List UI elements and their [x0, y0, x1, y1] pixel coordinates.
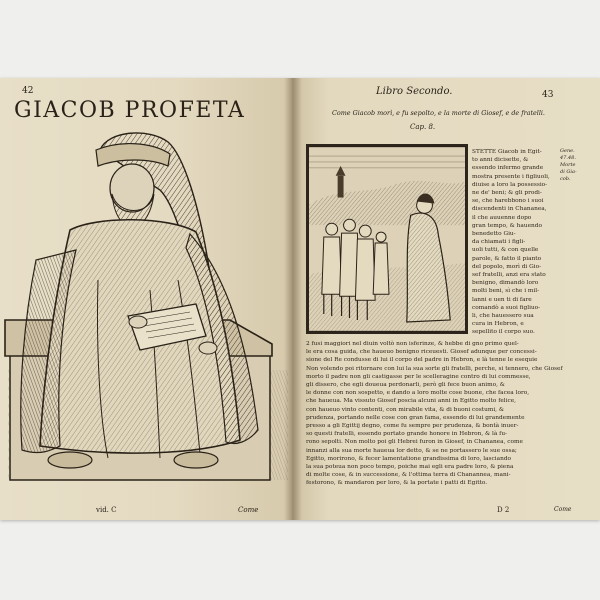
- text-line: sef fratelli, anzi era stato: [472, 272, 546, 279]
- margin-note: 47.48.: [560, 155, 576, 161]
- text-line: mostra presente i figliuoli,: [472, 173, 550, 180]
- right-page-signature: D 2: [497, 506, 510, 514]
- text-line: diuise a loro la possessio-: [472, 181, 548, 188]
- text-line: se, che harebbono i suoi: [472, 198, 544, 205]
- text-line: so questi fratelli, essendo portato grande honore in Hebron, & là fu-: [306, 431, 508, 438]
- text-line: morto il padre non gli castigasse per le scelleragine contro di lui commesse,: [306, 373, 531, 380]
- text-line: sione del Re condusse di lui il corpo del padre in Hebron, e là tenne le esequie: [306, 357, 538, 364]
- text-line: gli dissero, che egli doueua perdonarli, però gli fece buon animo, &: [306, 382, 505, 389]
- text-line: da chiamati i figli-: [472, 239, 526, 246]
- book-spread: [0, 78, 600, 520]
- text-line: di molte cose, & in successione, & l'ottima terra di Chanannea, mani-: [306, 472, 511, 479]
- text-line: con haueuo vinto contenti, con mirabile vita, & di buoni costumi, &: [306, 406, 505, 413]
- text-line: uoli tutti, & con quelle: [472, 247, 539, 254]
- margin-note: Morte: [560, 162, 576, 168]
- text-line: il che auuenne dopo: [472, 214, 532, 221]
- margin-note: cob.: [560, 176, 571, 182]
- text-line: molti beni, sì che i mil-: [472, 288, 540, 295]
- left-page-catchword: Come: [238, 506, 259, 514]
- margin-note: di Gia-: [560, 169, 577, 175]
- text-line: to anni dicisette, &: [472, 157, 529, 164]
- text-line: benedetto Giu-: [472, 231, 516, 238]
- text-line: parole, & fatto il pianto: [472, 255, 542, 262]
- left-page: [0, 78, 292, 520]
- text-line: le donne con non sospetto, e dando a loro molte cose buone, che facea loro,: [306, 390, 530, 397]
- text-line: sepellito il corpo suo.: [472, 329, 535, 334]
- chapter-heading: Cap. 8.: [410, 123, 436, 131]
- text-line: STETTE Giacob in Egit-: [472, 149, 542, 155]
- burial-scene-woodcut-illustration: [306, 144, 468, 334]
- chapter-subtitle: Come Giacob morì, e fu sepolto, e la morte di Giosef, e de fratelli.: [332, 109, 545, 117]
- text-line: prudenza, portando nelle cose con gran fama, essendo di lui grandemente: [306, 414, 525, 421]
- left-page-signature: vid. C: [96, 506, 117, 514]
- running-head: Libro Secondo.: [376, 86, 453, 97]
- text-line: li, che hauessero sua: [472, 313, 534, 320]
- prophet-woodcut-illustration: [0, 120, 292, 490]
- main-text-block: [306, 340, 592, 498]
- text-line: 2 fusi maggiori nel diuin voltò non isferinze, & hebbe di gno primo quel-: [306, 341, 519, 347]
- margin-notes: [560, 148, 592, 183]
- text-line: comandò a suoi figliuo-: [472, 304, 541, 311]
- text-line: del popolo, morì di Gio-: [472, 263, 542, 270]
- text-line: ne de' beni; & gli prodi-: [472, 190, 542, 197]
- left-page-number: 42: [22, 86, 34, 96]
- text-line: che haueua. Ma vissuto Giosef poscia alcuni anni in Egitto molto felice,: [306, 398, 516, 405]
- text-line: le era cosa guida, che haueuo benigno riceuesti. Giosef adunque per concessi-: [306, 349, 537, 356]
- right-page-catchword: Come: [554, 506, 572, 513]
- text-line: lanni e uen ti di fare: [472, 296, 532, 303]
- margin-note: Gene.: [560, 148, 575, 154]
- text-line: festorono, & mandaron per loro, & la portate i patti di Egitto.: [306, 480, 488, 487]
- text-line: innanzi alla sua morte haueua lor detto, & se ne portassero le sue ossa;: [306, 447, 517, 454]
- text-line: rono sepolti. Non molto poi gli Hebrei furon in Giosef, in Chananea, come: [306, 439, 523, 446]
- text-line: cura in Hebron, e: [472, 321, 524, 328]
- text-line: la sua poteua non poco tempo, poiche mai egli era padre loro, & piena: [306, 464, 514, 471]
- text-line: presso a gli Egittij degno, come fu sempre per prudenza, & bontà inuer-: [306, 423, 519, 430]
- text-line: discendenti in Chananea,: [472, 206, 547, 213]
- right-page: [292, 78, 600, 520]
- text-line: Non volendo poi ritornare con lui la sua sorte gli fratelli, perche, si tennero, che Giosef: [306, 365, 563, 372]
- text-line: Egitto, morirono, & fecer lamentatione grandissima di loro, lasciando: [306, 455, 512, 462]
- text-line: gran tempo, & hauendo: [472, 222, 542, 229]
- text-line: essendo infermo grande: [472, 165, 544, 172]
- left-page-title: GIACOB PROFETA: [14, 98, 246, 123]
- book-gutter: [284, 78, 302, 520]
- text-line: benigno, dimandò loro: [472, 280, 539, 287]
- right-page-number: 43: [542, 90, 554, 100]
- first-paragraph-column: [472, 148, 560, 334]
